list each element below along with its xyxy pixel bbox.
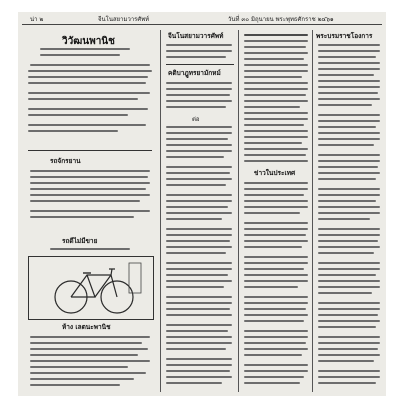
bicycle-ad-box — [28, 256, 154, 320]
text-line — [318, 234, 380, 236]
text-line — [166, 234, 232, 236]
text-line — [166, 262, 232, 264]
text-line — [318, 154, 380, 156]
text-line — [30, 194, 150, 196]
text-line — [244, 100, 308, 102]
text-line — [244, 268, 304, 270]
text-line — [318, 218, 370, 220]
text-line — [244, 82, 308, 84]
text-line — [30, 176, 148, 178]
text-line — [318, 326, 376, 328]
text-line — [318, 92, 378, 94]
text-line — [166, 308, 230, 310]
text-line — [166, 212, 232, 214]
text-line — [166, 178, 232, 180]
text-line — [28, 76, 148, 78]
text-line — [318, 80, 380, 82]
text-line — [166, 370, 230, 372]
text-line — [318, 348, 378, 350]
column-divider-3 — [312, 30, 313, 392]
text-line — [318, 302, 380, 304]
text-line — [166, 286, 224, 288]
text-line — [166, 218, 222, 220]
text-line — [166, 274, 228, 276]
masthead-rule — [166, 64, 234, 65]
text-line — [318, 212, 380, 214]
text-line — [244, 76, 302, 78]
text-line — [28, 108, 148, 110]
text-line — [244, 262, 308, 264]
text-line — [244, 64, 308, 66]
text-line — [30, 336, 150, 338]
text-line — [244, 52, 308, 54]
text-line — [166, 200, 232, 202]
text-line — [30, 188, 146, 190]
text-line — [318, 68, 380, 70]
text-line — [318, 172, 380, 174]
text-line — [166, 50, 232, 52]
text-line — [166, 228, 232, 230]
text-line — [318, 354, 380, 356]
text-line — [244, 136, 308, 138]
column-divider-1 — [160, 30, 161, 392]
text-line — [166, 314, 232, 316]
text-line — [244, 212, 300, 214]
text-line — [244, 370, 308, 372]
text-line — [318, 44, 380, 46]
text-line — [166, 132, 232, 134]
text-line — [244, 348, 308, 350]
text-line — [244, 106, 300, 108]
column3-section-heading: ข่าวในประเทศ — [254, 169, 296, 177]
bicycle-icon — [29, 257, 153, 319]
text-line — [166, 382, 222, 384]
text-line — [244, 336, 308, 338]
text-line — [318, 74, 374, 76]
text-line — [244, 130, 308, 132]
text-line — [166, 82, 232, 84]
text-line — [244, 142, 302, 144]
text-line — [244, 182, 308, 184]
text-line — [318, 252, 374, 254]
text-line — [30, 216, 134, 218]
text-line — [166, 358, 232, 360]
text-line — [244, 112, 308, 114]
text-line — [244, 376, 304, 378]
text-line — [318, 166, 378, 168]
text-line — [30, 200, 140, 202]
text-line — [166, 330, 228, 332]
text-line — [40, 54, 120, 56]
text-line — [166, 240, 230, 242]
ad-title: รถดีไม่มีขาย — [62, 237, 98, 245]
text-line — [166, 138, 228, 140]
text-line — [166, 94, 230, 96]
text-line — [318, 104, 372, 106]
text-line — [244, 330, 308, 332]
column4-heading: พระบรมราชโองการ — [316, 32, 373, 40]
text-line — [166, 246, 232, 248]
text-line — [244, 364, 308, 366]
text-line — [30, 366, 128, 368]
text-line — [166, 206, 228, 208]
text-line — [318, 382, 376, 384]
header-rule — [22, 24, 382, 25]
text-line — [244, 222, 308, 224]
text-line — [318, 336, 380, 338]
text-line — [318, 286, 380, 288]
text-line — [30, 348, 148, 350]
text-line — [166, 106, 226, 108]
text-line — [318, 178, 376, 180]
text-line — [318, 144, 374, 146]
text-line — [244, 118, 308, 120]
text-line — [40, 48, 130, 50]
text-line — [166, 144, 232, 146]
text-line — [244, 58, 304, 60]
text-line — [244, 46, 306, 48]
text-line — [30, 182, 150, 184]
text-line — [166, 296, 232, 298]
text-line — [244, 188, 308, 190]
text-line — [244, 34, 308, 36]
text-line — [318, 188, 380, 190]
text-line — [28, 92, 150, 94]
text-line — [244, 354, 302, 356]
column2-heading: คติบาฎูทรยามักหม์ — [168, 69, 221, 77]
text-line — [28, 114, 128, 116]
text-line — [244, 246, 302, 248]
text-line — [30, 378, 134, 380]
text-line — [166, 172, 230, 174]
text-line — [244, 206, 308, 208]
text-line — [166, 364, 232, 366]
text-line — [244, 40, 308, 42]
text-line — [30, 372, 146, 374]
text-line — [318, 370, 380, 372]
text-line — [318, 268, 380, 270]
text-line — [166, 126, 232, 128]
text-line — [318, 320, 380, 322]
paper-title: จีนโนสยามวารศัพท์ — [98, 16, 150, 23]
column1-masthead: วิวัฒนพานิช — [62, 36, 115, 47]
text-line — [318, 138, 380, 140]
text-line — [318, 160, 380, 162]
text-line — [244, 228, 308, 230]
text-line — [318, 200, 376, 202]
text-line — [318, 126, 376, 128]
text-line — [318, 50, 380, 52]
text-line — [318, 262, 380, 264]
text-line — [166, 194, 232, 196]
text-line — [318, 280, 380, 282]
text-line — [166, 88, 232, 90]
ad-heading: รถจักรยาน — [50, 157, 81, 165]
text-line — [244, 88, 308, 90]
text-line — [244, 296, 308, 298]
text-line — [244, 148, 308, 150]
text-line — [244, 342, 306, 344]
column2-subheading: ต่อ — [192, 116, 200, 123]
text-line — [30, 342, 142, 344]
text-line — [30, 354, 138, 356]
text-line — [318, 62, 380, 64]
text-line — [318, 342, 380, 344]
text-line — [318, 120, 380, 122]
text-line — [28, 124, 146, 126]
text-line — [244, 286, 298, 288]
column2-masthead: จีนโนสยามวารศัพท์ — [168, 32, 224, 40]
text-line — [244, 274, 308, 276]
text-line — [318, 228, 380, 230]
text-line — [166, 156, 224, 158]
text-line — [244, 320, 304, 322]
company-name: ห้าง เลตนะพานิช — [62, 323, 111, 331]
text-line — [30, 210, 150, 212]
text-line — [30, 64, 150, 66]
text-line — [28, 98, 138, 100]
text-line — [244, 154, 306, 156]
text-line — [244, 124, 304, 126]
text-line — [318, 246, 380, 248]
text-line — [28, 70, 152, 72]
text-line — [166, 348, 226, 350]
page-header — [18, 13, 386, 23]
text-line — [318, 86, 380, 88]
text-line — [28, 82, 146, 84]
text-line — [166, 280, 232, 282]
text-line — [318, 98, 380, 100]
ad-top-rule — [28, 150, 152, 151]
text-line — [166, 252, 226, 254]
text-line — [166, 184, 226, 186]
text-line — [166, 44, 232, 46]
text-line — [166, 56, 226, 58]
text-line — [244, 314, 308, 316]
text-line — [318, 360, 374, 362]
text-line — [166, 100, 232, 102]
text-line — [318, 274, 376, 276]
text-line — [244, 240, 308, 242]
text-line — [244, 280, 308, 282]
text-line — [30, 384, 120, 386]
text-line — [244, 302, 308, 304]
text-line — [30, 170, 150, 172]
text-line — [318, 240, 378, 242]
text-line — [166, 302, 232, 304]
text-line — [318, 376, 380, 378]
text-line — [28, 130, 118, 132]
text-line — [318, 56, 376, 58]
text-line — [244, 160, 308, 162]
text-line — [244, 194, 304, 196]
text-line — [244, 308, 306, 310]
text-line — [318, 114, 380, 116]
text-line — [166, 342, 232, 344]
text-line — [318, 194, 380, 196]
text-line — [318, 308, 380, 310]
text-line — [166, 324, 232, 326]
text-line — [318, 206, 380, 208]
text-line — [166, 376, 232, 378]
text-line — [244, 382, 300, 384]
page-number: น่า ๒ — [30, 16, 44, 23]
text-line — [166, 150, 232, 152]
text-line — [318, 132, 380, 134]
text-line — [244, 256, 308, 258]
text-line — [50, 248, 130, 250]
text-line — [166, 166, 232, 168]
text-line — [244, 200, 308, 202]
text-line — [166, 268, 232, 270]
text-line — [166, 336, 232, 338]
text-line — [244, 234, 306, 236]
text-line — [30, 360, 150, 362]
text-line — [318, 292, 372, 294]
text-line — [244, 70, 308, 72]
column-divider-2 — [238, 30, 239, 392]
text-line — [318, 314, 378, 316]
text-line — [244, 94, 306, 96]
issue-info: วันที่ ๓๐ มิถุนายน พระพุทธศักราช ๒๔๖๑ — [228, 16, 334, 23]
